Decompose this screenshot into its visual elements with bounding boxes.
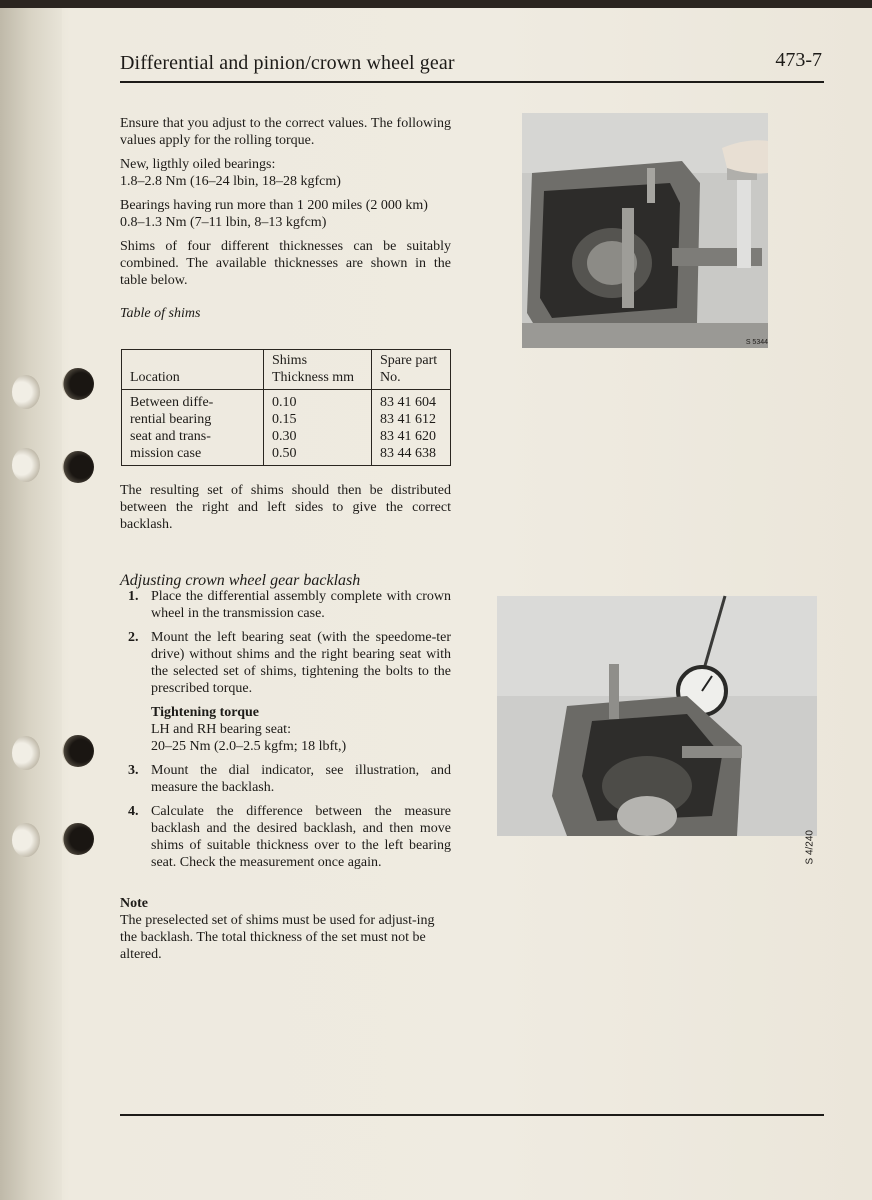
column-header-thickness: Shims Thickness mm: [264, 350, 372, 390]
header-rule: [120, 81, 824, 83]
list-item: [120, 803, 451, 871]
step-text: Mount the left bearing seat (with the speedome-ter drive) without shims and the right bearing seat with the selected set of shims, tightening the bolts to the prescribed torque.: [151, 630, 451, 696]
section-heading: Adjusting crown wheel gear backlash: [120, 572, 361, 589]
new-bearings-value: 1.8–2.8 Nm (16–24 lbin, 18–28 kgfcm): [120, 174, 341, 189]
step-number: 2.: [128, 630, 139, 645]
footer-rule: [120, 1114, 824, 1116]
torque-block: [120, 704, 451, 755]
table-row: [122, 390, 451, 466]
column-header-spare-part: Spare part No.: [372, 350, 451, 390]
figure-rolling-torque-photo: [522, 113, 768, 348]
figure-dial-indicator-photo: [497, 596, 817, 865]
step-number: 3.: [128, 763, 139, 778]
transmission-torque-illustration: [522, 113, 768, 348]
binder-hole: [62, 451, 94, 483]
figure-code: S 4/240: [804, 830, 815, 865]
new-bearings-label: New, ligthly oiled bearings:: [120, 157, 276, 172]
torque-label: LH and RH bearing seat:: [151, 722, 291, 737]
step-text: Calculate the difference between the measure backlash and the desired backlash, and then move shims of suitable thickness over to the left bearing seat. Check the measurement once again.: [151, 804, 451, 870]
step-text: Mount the dial indicator, see illustration, and measure the backlash.: [151, 763, 451, 795]
manual-page: [0, 8, 872, 1200]
page-title: Differential and pinion/crown wheel gear: [120, 52, 455, 74]
list-item: [120, 762, 451, 796]
table-header-row: [122, 350, 451, 390]
distribution-block: [120, 482, 451, 533]
step-number: 1.: [128, 589, 139, 604]
distribution-paragraph: The resulting set of shims should then be distributed between the right and left sides to give the correct backlash.: [120, 483, 451, 532]
binder-hole: [12, 736, 40, 770]
step-number: 4.: [128, 804, 139, 819]
used-bearings-label: Bearings having run more than 1 200 miles (2 000 km): [120, 198, 428, 213]
binder-hole: [12, 448, 40, 482]
list-item: [120, 588, 451, 622]
note-block: [120, 895, 451, 963]
table-caption: Table of shims: [120, 306, 201, 321]
binder-hole: [62, 735, 94, 767]
part-number-cell: 83 41 604 83 41 612 83 41 620 83 44 638: [372, 390, 451, 466]
shims-table: [121, 349, 451, 466]
thickness-cell: 0.10 0.15 0.30 0.50: [264, 390, 372, 466]
step-text: Place the differential assembly complete with crown wheel in the transmission case.: [151, 589, 451, 621]
torque-value: 20–25 Nm (2.0–2.5 kgfm; 18 lbft,): [151, 739, 347, 754]
binder-hole: [12, 375, 40, 409]
binding-margin: [0, 8, 62, 1200]
page-number: 473-7: [775, 49, 822, 71]
column-header-location: Location: [122, 350, 264, 390]
figure-code: S 5344: [745, 339, 768, 346]
location-cell: Between diffe- rential bearing seat and trans- mission case: [122, 390, 264, 466]
binder-hole: [62, 823, 94, 855]
note-text: The preselected set of shims must be used for adjust-ing the backlash. The total thickness of the set must not be altered.: [120, 913, 435, 962]
intro-paragraph: Ensure that you adjust to the correct values. The following values apply for the rolling torque.: [120, 116, 451, 148]
shims-paragraph: Shims of four different thicknesses can be suitably combined. The available thicknesses are shown in the table below.: [120, 239, 451, 288]
torque-title: Tightening torque: [151, 705, 260, 720]
dial-indicator-illustration: [497, 596, 817, 836]
binder-hole: [12, 823, 40, 857]
list-item: [120, 629, 451, 697]
binder-hole: [62, 368, 94, 400]
intro-block: [120, 115, 451, 322]
note-title: Note: [120, 896, 148, 911]
used-bearings-value: 0.8–1.3 Nm (7–11 lbin, 8–13 kgfcm): [120, 215, 327, 230]
